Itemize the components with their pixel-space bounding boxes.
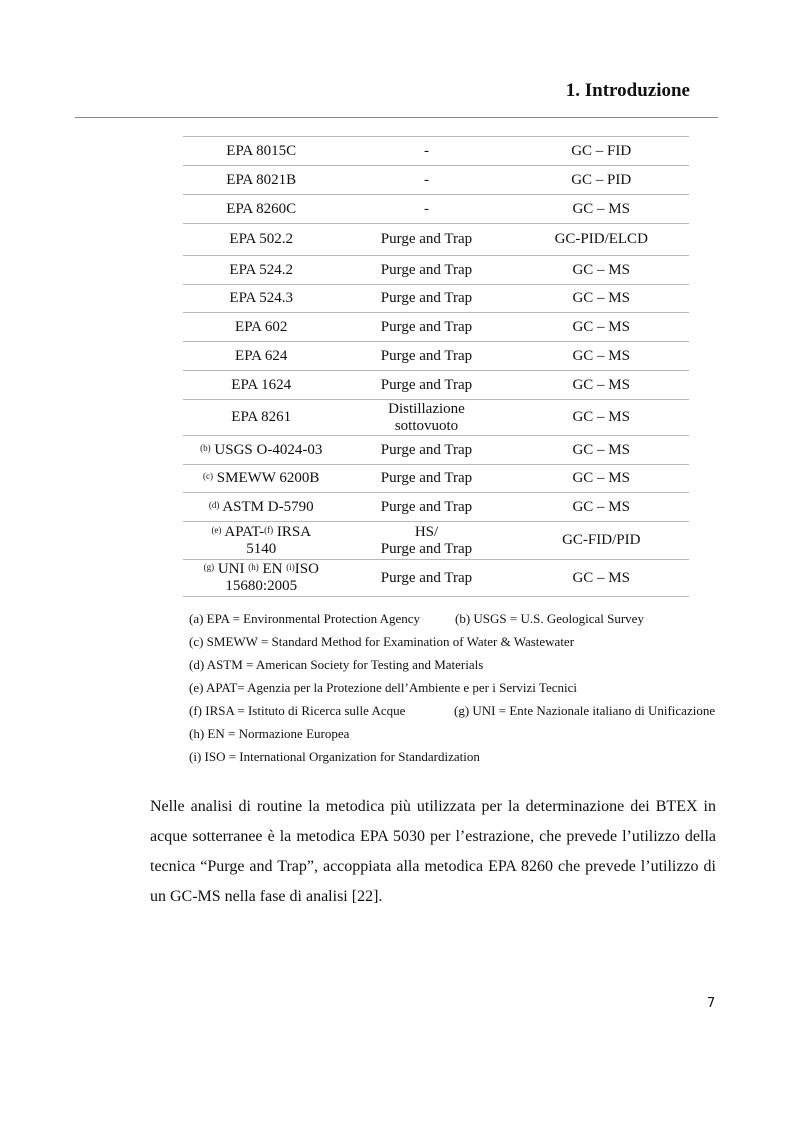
footnote: (i) ISO = International Organization for Standardization [189,749,480,764]
method-line: 15680:2005 [225,578,298,594]
footnote-row [189,656,729,679]
technique-cell: GC – MS [513,560,689,597]
prep-cell [340,400,514,436]
technique-cell: GC – MS [513,436,689,465]
method-line [185,524,338,541]
table-row [183,436,689,465]
method-cell [183,465,340,493]
method-cell [183,436,340,465]
footnote-marker: (h) [248,562,259,572]
footnote-marker: (d) [208,499,220,510]
footnote-marker: (c) [203,471,214,481]
method-label: ISO [294,561,319,577]
method-cell: EPA 624 [183,342,340,371]
prep-cell: Purge and Trap [340,224,514,256]
table-footnotes [189,610,729,771]
footnote-row [189,633,729,656]
table-row [183,224,689,256]
method-cell: EPA 1624 [183,371,340,400]
method-label: IRSA [276,523,312,540]
prep-cell: Purge and Trap [340,493,514,522]
table-row [183,137,689,166]
table-row [183,560,689,597]
footnote-row [189,748,729,771]
table-row [183,493,689,522]
prep-cell: - [340,137,514,166]
prep-cell: Purge and Trap [340,342,514,371]
footnote: (b) USGS = U.S. Geological Survey [455,611,644,626]
method-cell: EPA 8260C [183,195,340,224]
technique-cell: GC – MS [513,493,689,522]
footnote-marker: (g) [203,562,215,572]
prep-line: Purge and Trap [380,540,473,557]
technique-cell: GC-FID/PID [513,522,689,560]
table-row [183,465,689,493]
method-cell: EPA 524.2 [183,256,340,285]
technique-cell: GC-PID/ELCD [513,224,689,256]
prep-cell [340,522,514,560]
table-row [183,342,689,371]
prep-cell: Purge and Trap [340,285,514,313]
method-label: SMEWW 6200B [216,470,320,486]
method-label: ASTM D-5790 [222,498,314,515]
prep-cell: - [340,166,514,195]
technique-cell: GC – MS [513,371,689,400]
prep-cell: Purge and Trap [340,313,514,342]
method-label: EN [262,561,283,577]
footnote-row [189,725,729,748]
prep-cell: Purge and Trap [340,436,514,465]
method-cell [183,522,340,560]
technique-cell: GC – FID [513,137,689,166]
method-cell: EPA 602 [183,313,340,342]
prep-line: Distillazione [388,400,465,417]
method-cell: EPA 8261 [183,400,340,436]
prep-cell: Purge and Trap [340,560,514,597]
table-row [183,313,689,342]
footnote: (d) ASTM = American Society for Testing and Materials [189,657,484,672]
footnote: (c) SMEWW = Standard Method for Examination of Water & Wastewater [189,634,575,649]
technique-cell: GC – MS [513,313,689,342]
technique-cell: GC – MS [513,256,689,285]
method-label: USGS O-4024-03 [214,441,323,458]
header-divider [75,117,718,118]
prep-line: sottovuoto [394,417,459,434]
table-row [183,400,689,436]
prep-line: HS/ [414,523,439,540]
table-row [183,256,689,285]
footnote-marker: (b) [200,442,211,453]
method-cell: EPA 8021B [183,166,340,195]
footnote-row [189,679,729,702]
table-row [183,522,689,560]
methods-table [183,136,689,597]
chapter-title: 1. Introduzione [565,80,690,101]
footnote: (a) EPA = Environmental Protection Agency [189,611,421,626]
technique-cell: GC – MS [513,400,689,436]
footnote-marker: (e) [211,524,222,535]
prep-cell: Purge and Trap [340,465,514,493]
body-paragraph: Nelle analisi di routine la metodica più utilizzata per la determinazione dei BTEX in acque sotterranee è la metodica EPA 5030 per l’estrazione, che prevede l’utilizzo della tecnica “Purge and Trap”, accoppiata alla metodica EPA 8260 che prevede l’utilizzo di un GC-MS nella fase di analisi [22]. [150,798,716,905]
method-cell: EPA 524.3 [183,285,340,313]
method-line: 5140 [246,540,277,557]
footnote-row [189,610,729,633]
method-cell: EPA 8015C [183,137,340,166]
prep-cell: Purge and Trap [340,371,514,400]
prep-cell: - [340,195,514,224]
footnote: (h) EN = Normazione Europea [189,726,350,741]
footnote-marker: (i) [286,562,295,572]
method-label: APAT- [224,523,265,540]
page-number: 7 [707,996,716,1011]
technique-cell: GC – PID [513,166,689,195]
method-label: UNI [217,561,245,577]
method-cell [183,493,340,522]
prep-cell: Purge and Trap [340,256,514,285]
technique-cell: GC – MS [513,342,689,371]
table-row [183,371,689,400]
footnote: (g) UNI = Ente Nazionale italiano di Unificazione [454,703,716,718]
method-line [185,561,338,578]
table-row [183,285,689,313]
footnote-marker: (f) [264,524,274,535]
footnote: (f) IRSA = Istituto di Ricerca sulle Acque [189,703,406,718]
technique-cell: GC – MS [513,195,689,224]
method-cell: EPA 502.2 [183,224,340,256]
technique-cell: GC – MS [513,465,689,493]
footnote: (e) APAT= Agenzia per la Protezione dell’Ambiente e per i Servizi Tecnici [189,680,577,695]
technique-cell: GC – MS [513,285,689,313]
footnote-row [189,702,729,725]
method-cell [183,560,340,597]
table-row [183,195,689,224]
table-row [183,166,689,195]
